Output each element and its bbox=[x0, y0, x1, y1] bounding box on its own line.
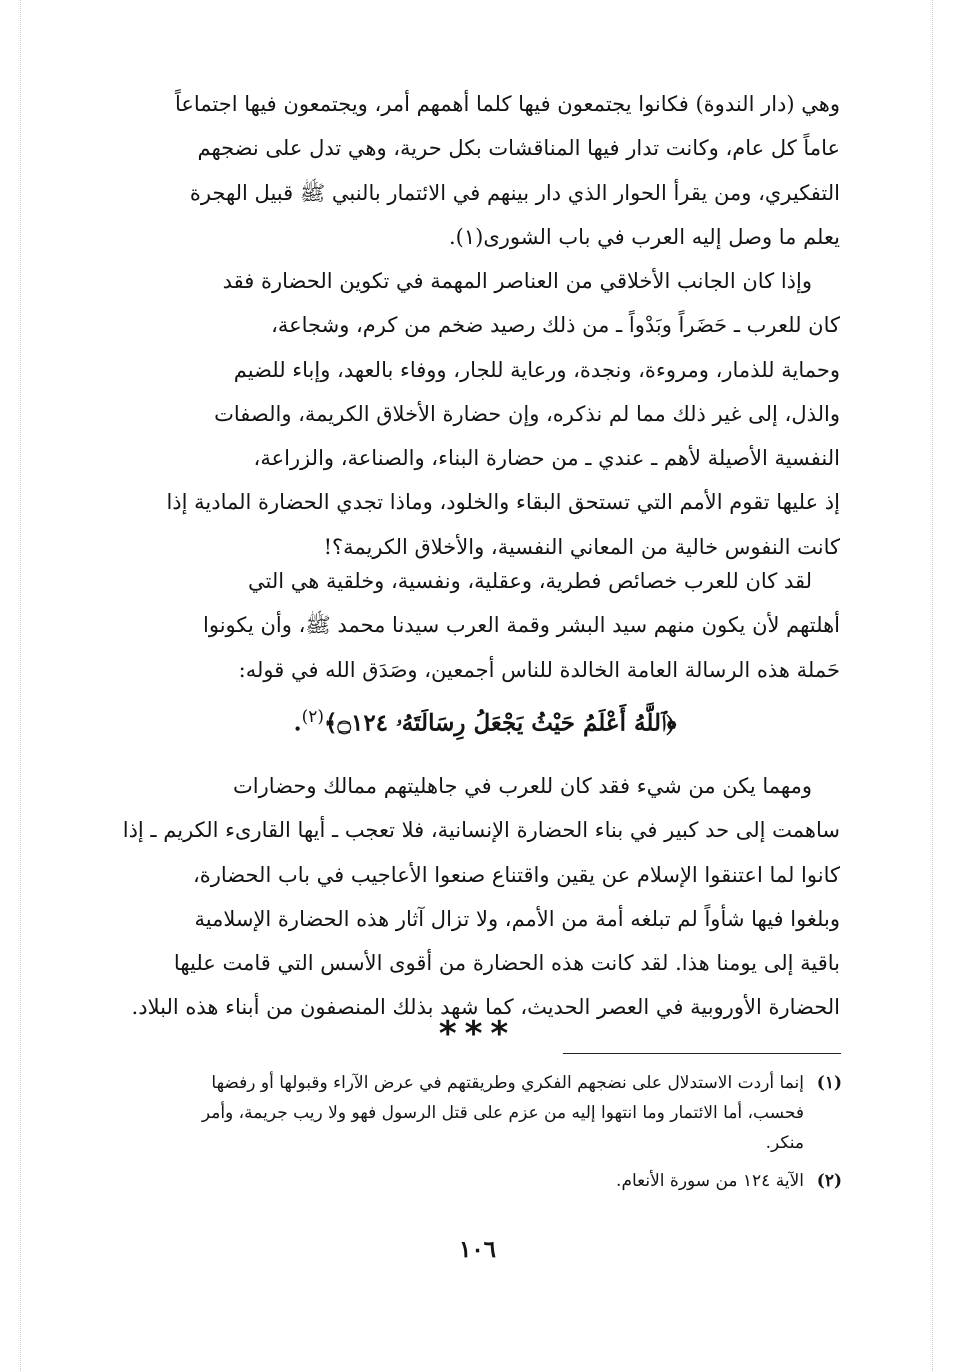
paragraph-4 bbox=[122, 764, 840, 1030]
text-line: إذ عليها تقوم الأمم التي تستحق البقاء والخلود، وماذا تجدي الحضارة المادية إذا bbox=[166, 490, 840, 515]
text-line: كانوا لما اعتنقوا الإسلام عن يقين واقتناع صنعوا الأعاجيب في باب الحضارة، bbox=[192, 862, 840, 887]
text-line: باقية إلى يومنا هذا. لقد كانت هذه الحضارة من أقوى الأسس التي قامت عليها bbox=[173, 951, 840, 976]
text-line: وبلغوا فيها شأواً لم تبلغه أمة من الأمم، ولا تزال آثار هذه الحضارة الإسلامية bbox=[194, 906, 840, 931]
footnote-line: فحسب، أما الائتمار وما انتهوا إليه من عزم على قتل الرسول فهو ولا ريب جريمة، وأمر bbox=[201, 1103, 804, 1123]
text-line: وهي (دار الندوة) فكانوا يجتمعون فيها كلما أهمهم أمر، ويجتمعون فيها اجتماعاً bbox=[174, 92, 840, 116]
footnote-line: إنما أردت الاستدلال على نضجهم الفكري وطريقتهم في عرض الآراء وقبولها أو رفضها bbox=[211, 1073, 804, 1093]
footnote-number: (٢) bbox=[816, 1171, 842, 1191]
verse-text: ﴿ٱللَّهُ أَعْلَمُ حَيْثُ يَجْعَلُ رِسَالَتَهُۥ ۝١٢٤﴾ bbox=[324, 709, 677, 737]
left-margin-dots bbox=[20, 0, 21, 1371]
text-line: أهلتهم لأن يكون منهم سيد البشر وقمة العرب سيدنا محمد ﷺ، وأن يكونوا bbox=[203, 613, 840, 638]
footnote-2 bbox=[130, 1166, 842, 1196]
paragraph-2 bbox=[130, 259, 840, 569]
section-separator: *** bbox=[438, 1014, 517, 1054]
footnote-rule bbox=[563, 1053, 841, 1054]
page-number: ١٠٦ bbox=[458, 1236, 497, 1263]
quran-verse: ﴿ٱللَّهُ أَعْلَمُ حَيْثُ يَجْعَلُ رِسَالَتَهُۥ ۝١٢٤﴾$^{(٢)}$. bbox=[293, 707, 677, 737]
footnote-line: منكر. bbox=[765, 1133, 804, 1153]
footnotes bbox=[130, 1068, 842, 1196]
verse-footnote-ref: (٢) bbox=[301, 707, 324, 727]
footnote-line: الآية ١٢٤ من سورة الأنعام. bbox=[616, 1171, 804, 1191]
footnote-1 bbox=[130, 1068, 842, 1158]
text-line: وإذا كان الجانب الأخلاقي من العناصر المهمة في تكوين الحضارة فقد bbox=[222, 269, 812, 293]
text-line: التفكيري، ومن يقرأ الحوار الذي دار بينهم في الائتمار بالنبي ﷺ قبيل الهجرة bbox=[189, 180, 840, 205]
paragraph-3 bbox=[130, 559, 840, 692]
footnote-number: (١) bbox=[816, 1073, 842, 1093]
text-line: لقد كان للعرب خصائص فطرية، وعقلية، ونفسية، وخلقية هي التي bbox=[248, 569, 812, 593]
text-line: والذل، إلى غير ذلك مما لم نذكره، وإن حضارة الأخلاق الكريمة، والصفات bbox=[214, 401, 840, 426]
paragraph-1 bbox=[130, 82, 840, 259]
text-line: وحماية للذمار، ومروءة، ونجدة، ورعاية للجار، ووفاء بالعهد، وإباء للضيم bbox=[233, 357, 840, 382]
text-line: حَملة هذه الرسالة العامة الخالدة للناس أجمعين، وصَدَق الله في قوله: bbox=[238, 657, 840, 682]
right-margin-dots bbox=[932, 0, 933, 1371]
text-line: كان للعرب ـ حَضَراً وبَدْواً ـ من ذلك رصيد ضخم من كرم، وشجاعة، bbox=[271, 313, 840, 338]
text-line: الحضارة الأوروبية في العصر الحديث، كما شهد بذلك المنصفون من أبناء هذه البلاد. bbox=[131, 995, 840, 1020]
text-line: ساهمت إلى حد كبير في بناء الحضارة الإنسانية، فلا تعجب ـ أيها القارىء الكريم ـ إذا bbox=[122, 818, 840, 843]
text-line: النفسية الأصيلة لأهم ـ عندي ـ من حضارة البناء، والصناعة، والزراعة، bbox=[253, 446, 840, 471]
text-line: كانت النفوس خالية من المعاني النفسية، والأخلاق الكريمة؟! bbox=[323, 534, 840, 559]
text-line: ومهما يكن من شيء فقد كان للعرب في جاهليتهم ممالك وحضارات bbox=[233, 774, 812, 798]
text-line: عاماً كل عام، وكانت تدار فيها المناقشات بكل حرية، وهي تدل على نضجهم bbox=[197, 136, 840, 161]
text-line: يعلم ما وصل إليه العرب في باب الشورى(١). bbox=[448, 224, 840, 249]
